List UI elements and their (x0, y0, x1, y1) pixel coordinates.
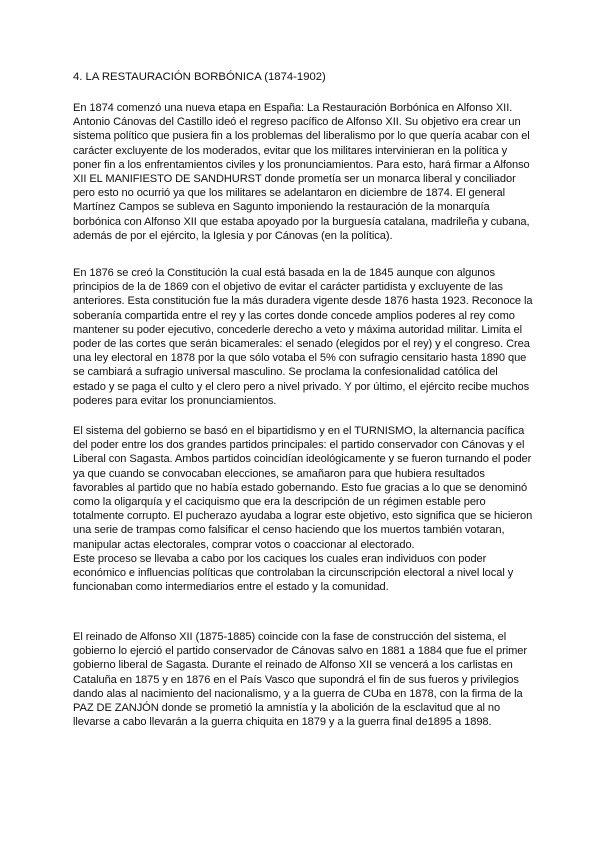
paragraph-constitucion-1876 (73, 266, 533, 408)
paragraph-restauracion-intro (73, 101, 533, 243)
paragraph-reinado-alfonso-xii (73, 630, 533, 729)
paragraph-caciques: Este proceso se llevaba a cabo por los caciques los cuales eran individuos con poder económico e influencias políticas que controlaban la circunscripción electoral a nivel local y funcionaban como intermediarios entre el estado y la comunidad. (73, 552, 514, 594)
paragraph-text: En 1876 se creó la Constitución la cual está basada en la de 1845 aunque con algunos principios de la de 1869 con el objetivo de evitar el carácter partidista y excluyente de las anteriores. Esta constitución fue la más duradera vigente desde 1876 hasta 1923. Reconoce la soberanía compartida entre el rey y las cortes donde concede amplios poderes al rey como mantener su poder ejecutivo, concederle derecho a veto y máxima autoridad militar. Limita el poder de las cortes que serán bicamerales: el senado (elegidos por el rey) y el congreso. Crea una ley electoral en 1878 por la que sólo votaba el 5% con sufragio censitario hasta 1890 que se cambiará a sufragio universal masculino. Se proclama la confesionalidad católica del estado y se paga el culto y el clero pero a nivel privado. Y por último, el ejército recibe muchos poderes para evitar los pronunciamientos. (73, 267, 533, 407)
paragraph-text: El sistema del gobierno se basó en el bipartidismo y en el TURNISMO, la alternancia pacífica del poder entre los dos grandes partidos principales: el partido conservador con Cánovas y el Liberal con Sagasta. Ambos partidos coincidían ideológicamente y se fueron turnando el poder ya que cuando se convocaban elecciones, se amañaron para que hubiera resultados favorables al partido que no había estado gobernando. Esto fue gracias a lo que se denominó como la oligarquía y el caciquismo que era la descripción de un régimen estable pero totalmente corrupto. El pucherazo ayudaba a lograr este objetivo, esto significa que se hicieron una serie de trampas como falsificar el censo haciendo que los muertos también votaran, manipular actas electorales, comprar votos o coaccionar al electorado. (73, 425, 533, 551)
paragraph-text: En 1874 comenzó una nueva etapa en España: La Restauración Borbónica en Alfonso XII. Antonio Cánovas del Castillo ideó el regreso pacífico de Alfonso XII. Su objetivo era crear un sistema político que pusiera fin a los problemas del liberalismo por lo que quería acabar con el carácter excluyente de los moderados, evitar que los militares intervinieran en la política y poner fin a los enfrentamientos civiles y los pronunciamientos. Para esto, hará firmar a Alfonso XII EL MANIFIESTO DE SANDHURST donde prometía ser un monarca liberal y conciliador pero esto no ocurrió ya que los militares se adelantaron en diciembre de 1874. El general Martínez Campos se subleva en Sagunto imponiendo la restauración de la monarquía borbónica con Alfonso XII que estaba apoyado por la burguesía catalana, madrileña y cubana, además de por el ejército, la Iglesia y por Cánovas (en la política). (73, 102, 530, 242)
paragraph-text: El reinado de Alfonso XII (1875-1885) coincide con la fase de construcción del sistema, el gobierno lo ejerció el partido conservador de Cánovas salvo en 1881 a 1884 que fue el primer gobierno liberal de Sagasta. Durante el reinado de Alfonso XII se vencerá a los carlistas en Cataluña en 1875 y en 1876 en el País Vasco que supondrá el fin de sus fueros y privilegios dando alas al nacimiento del nacionalismo, y a la guerra de CUba en 1878, con la firma de la PAZ DE ZANJÓN donde se prometió la amnistía y la abolición de la esclavitud que al no llevarse a cabo llevarán a la guerra chiquita en 1879 y a la guerra final de1895 a 1898. (73, 631, 527, 729)
paragraph-turnismo (73, 424, 533, 594)
section-heading: 4. LA RESTAURACIÓN BORBÓNICA (1874-1902) (73, 71, 326, 83)
